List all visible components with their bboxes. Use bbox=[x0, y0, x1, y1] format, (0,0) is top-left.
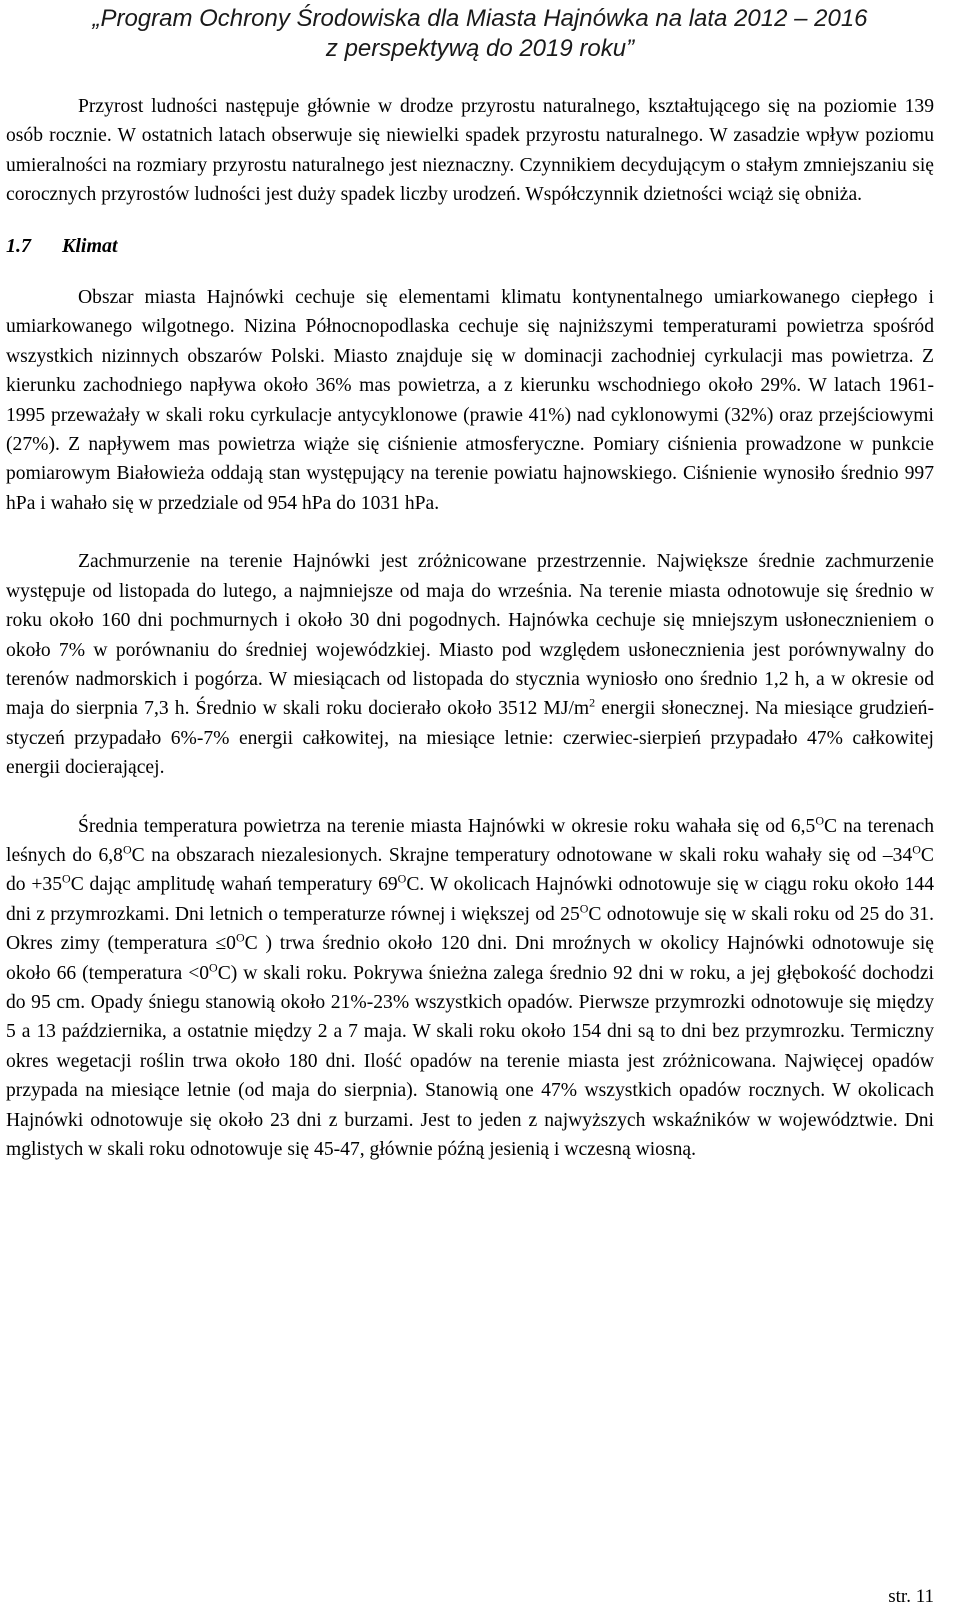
header-title-line2: z perspektywą do 2019 roku” bbox=[325, 35, 635, 62]
paragraph-climate: Obszar miasta Hajnówki cechuje się elementami klimatu kontynentalnego umiarkowanego ciepłego i umiarkowanego wilgotnego. Nizina Północnopodlaska cechuje się najniższymi temperaturami powietrza spośród wszystkich nizinnych obszarów Polski. Miasto znajduje się w dominacji zachodniej cyrkulacji mas powietrza. Z kierunku zachodniego napływa około 36% mas powietrza, a z kierunku wschodniego około 29%. W latach 1961-1995 przeważały w skali roku cyrkulacje antycyklonowe (prawie 41%) nad cyklonowymi (32%) oraz przejściowymi (27%). Z napływem mas powietrza wiąże się ciśnienie atmosferyczne. Pomiary ciśnienia prowadzone w punkcie pomiarowym Białowieża oddają stan występujący na terenie powiatu hajnowskiego. Ciśnienie wynosiło średnio 997 hPa i wahało się w przedziale od 954 hPa do 1031 hPa. bbox=[6, 287, 934, 514]
degree-sup: O bbox=[209, 960, 218, 975]
temperature-text-9: C) w skali roku. Pokrywa śnieżna zalega średnio 92 dni w roku, a jej głębokość dochodzi do 95 cm. Opady śniegu stanowią około 21%-23% wszystkich opadów. Pierwsze przymrozki odnotowuje się między 5 a 13 października, a ostatnie między 2 a 7 maja. W skali roku około 154 dni są to dni bez przymrozku. Termiczny okres wegetacji roślin trwa około 180 dni. Ilość opadów na terenie miasta jest zróżnicowana. Najwięcej opadów przypada na miesiące letnie (od maja do sierpnia). Stanowią one 47% wszystkich opadów rocznych. W okolicach Hajnówki odnotowuje się około 23 dni z burzami. Jest to jeden z najwyższych wskaźników w województwie. Dni mglistych w skali roku odnotowuje się 45-47, głównie późną jesienią i wczesną wiosną. bbox=[6, 962, 934, 1160]
temperature-text-5: C dając amplitudę wahań temperatury 69 bbox=[70, 874, 398, 896]
temperature-text-4: C do +35 bbox=[6, 844, 934, 896]
document-body bbox=[6, 92, 934, 1164]
degree-sup: O bbox=[579, 901, 589, 916]
section-heading bbox=[6, 232, 934, 261]
degree-sup: O bbox=[397, 871, 407, 886]
section-title: Klimat bbox=[62, 234, 118, 257]
page-number: str. 11 bbox=[888, 1586, 934, 1607]
paragraph-cloudiness bbox=[6, 547, 934, 782]
superscript-2: 2 bbox=[589, 695, 596, 710]
paragraph-population: Przyrost ludności następuje głównie w drodze przyrostu naturalnego, kształtującego się na poziomie 139 osób rocznie. W ostatnich latach obserwuje się niewielki spadek przyrostu naturalnego. W zasadzie wpływ poziomu umieralności na rozmiary przyrostu naturalnego jest nieznaczny. Czynnikiem decydującym o stałym zmniejszaniu się corocznych przyrostów ludności jest duży spadek liczby urodzeń. Współczynnik dzietności wciąż się obniża. bbox=[6, 96, 934, 206]
temperature-text-8: C ) trwa średnio około 120 dni. Dni mroźnych w okolicy Hajnówki odnotowuje się około 66 (temperatura <0 bbox=[6, 933, 934, 984]
section-number: 1.7 bbox=[6, 234, 31, 257]
document-header bbox=[0, 4, 960, 64]
degree-sup: O bbox=[912, 842, 921, 857]
temperature-text-3: C na obszarach niezalesionych. Skrajne temperatury odnotowane w skali roku wahały się od –34 bbox=[131, 844, 913, 866]
temperature-text-2: C na terenach leśnych do 6,8 bbox=[6, 815, 935, 866]
degree-sup: O bbox=[122, 842, 132, 857]
degree-sup: O bbox=[235, 930, 245, 945]
degree-sup: O bbox=[62, 871, 71, 886]
paragraph-temperature bbox=[6, 812, 934, 1165]
degree-sup: O bbox=[815, 813, 825, 827]
header-title-line1: „Program Ochrony Środowiska dla Miasta Hajnówka na lata 2012 – 2016 bbox=[92, 5, 868, 32]
temperature-text-7: C odnotowuje się w skali roku od 25 do 31. Okres zimy (temperatura ≤0 bbox=[6, 903, 934, 955]
temperature-text-6: C. W okolicach Hajnówki odnotowuje się w ciągu roku około 144 dni z przymrozkami. Dni letnich o temperaturze równej i większej od 25 bbox=[6, 874, 935, 925]
temperature-text-1: Średnia temperatura powietrza na terenie miasta Hajnówki w okresie roku wahała się od 6,5 bbox=[78, 815, 816, 837]
cloudiness-text-a: Zachmurzenie na terenie Hajnówki jest zróżnicowane przestrzennie. Największe średnie zachmurzenie występuje od listopada do lutego, a najmniejsze od maja do września. Na terenie miasta odnotowuje się średnio w roku około 160 dni pochmurnych i około 30 dni pogodnych. Hajnówka cechuje się mniejszym usłonecznieniem o około 7% w porównaniu do średniej wojewódzkiej. Miasto pod względem usłonecznienia jest porównywalny do terenów nadmorskich i pogórza. W miesiącach od listopada do stycznia wyniosło ono średnio 1,2 h, a w okresie od maja do sierpnia 7,3 h. Średnio w skali roku docierało około 3512 MJ/m bbox=[6, 551, 934, 720]
cloudiness-text-b: energii słonecznej. Na miesiące grudzień-styczeń przypadało 6%-7% energii całkowitej, na miesiące letnie: czerwiec-sierpień przypadało 47% całkowitej energii docierającej. bbox=[6, 698, 934, 779]
